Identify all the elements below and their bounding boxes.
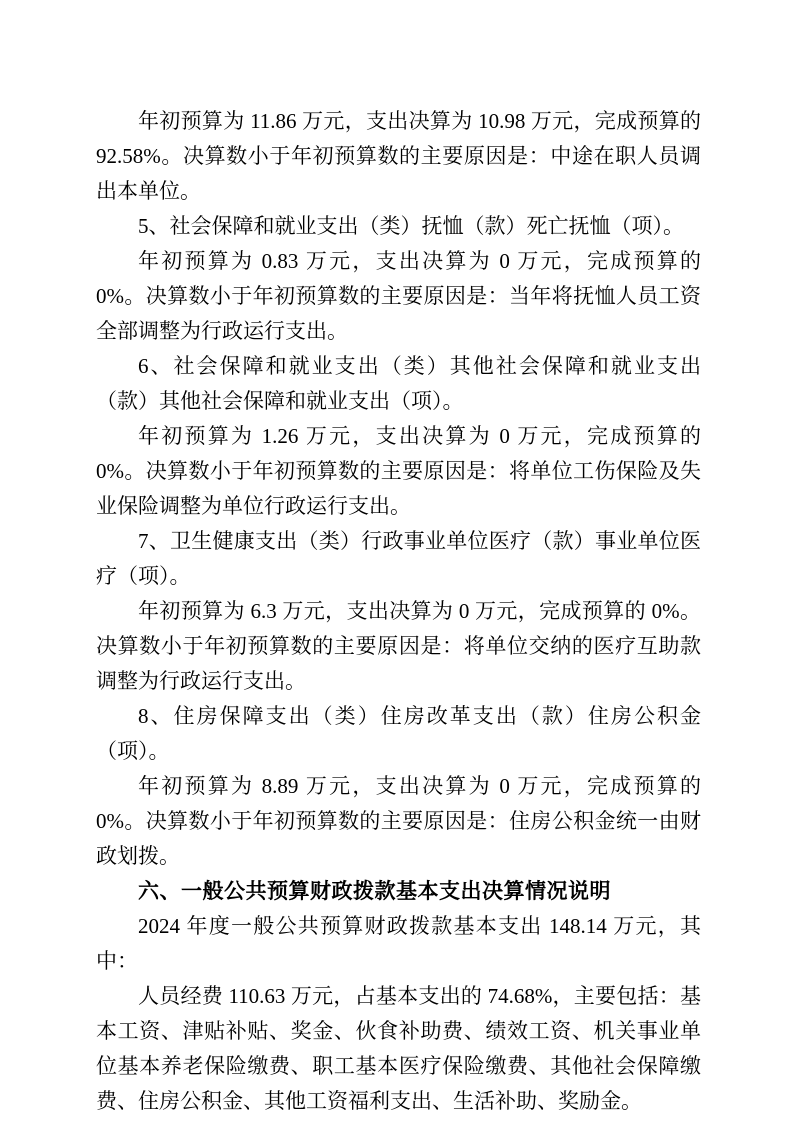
paragraph-item-5-note: 年初预算为 0.83 万元，支出决算为 0 万元，完成预算的 0%。决算数小于年初预算数的主要原因是：当年将抚恤人员工资全部调整为行政运行支出。 bbox=[96, 249, 701, 343]
paragraph-item-6-title: 6、社会保障和就业支出（类）其他社会保障和就业支出（款）其他社会保障和就业支出（项）。 bbox=[96, 354, 701, 413]
paragraph-budget-note-4: 年初预算为 11.86 万元，支出决算为 10.98 万元，完成预算的 92.58%。决算数小于年初预算数的主要原因是：中途在职人员调出本单位。 bbox=[96, 109, 701, 203]
paragraph-item-6-note: 年初预算为 1.26 万元，支出决算为 0 万元，完成预算的 0%。决算数小于年初预算数的主要原因是：将单位工伤保险及失业保险调整为单位行政运行支出。 bbox=[96, 424, 701, 518]
paragraph-item-8-note: 年初预算为 8.89 万元，支出决算为 0 万元，完成预算的 0%。决算数小于年初预算数的主要原因是：住房公积金统一由财政划拨。 bbox=[96, 774, 701, 868]
paragraph-item-8-title: 8、住房保障支出（类）住房改革支出（款）住房公积金（项）。 bbox=[96, 704, 701, 763]
paragraph-item-5-title: 5、社会保障和就业支出（类）抚恤（款）死亡抚恤（项）。 bbox=[138, 214, 684, 238]
paragraph-basic-expenditure-total: 2024 年度一般公共预算财政拨款基本支出 148.14 万元，其中： bbox=[96, 914, 701, 973]
paragraph-item-7-title: 7、卫生健康支出（类）行政事业单位医疗（款）事业单位医疗（项）。 bbox=[96, 529, 701, 588]
paragraph-item-7-note: 年初预算为 6.3 万元，支出决算为 0 万元，完成预算的 0%。决算数小于年初预算数的主要原因是：将单位交纳的医疗互助款调整为行政运行支出。 bbox=[96, 599, 701, 693]
section-heading-basic-expenditure: 六、一般公共预算财政拨款基本支出决算情况说明 bbox=[138, 880, 611, 903]
paragraph-personnel-expense-detail: 人员经费 110.63 万元，占基本支出的 74.68%，主要包括：基本工资、津贴补贴、奖金、伙食补助费、绩效工资、机关事业单位基本养老保险缴费、职工基本医疗保险缴费、其他社会保障缴费、住房公积金、其他工资福利支出、生活补助、奖励金。 bbox=[96, 984, 701, 1113]
